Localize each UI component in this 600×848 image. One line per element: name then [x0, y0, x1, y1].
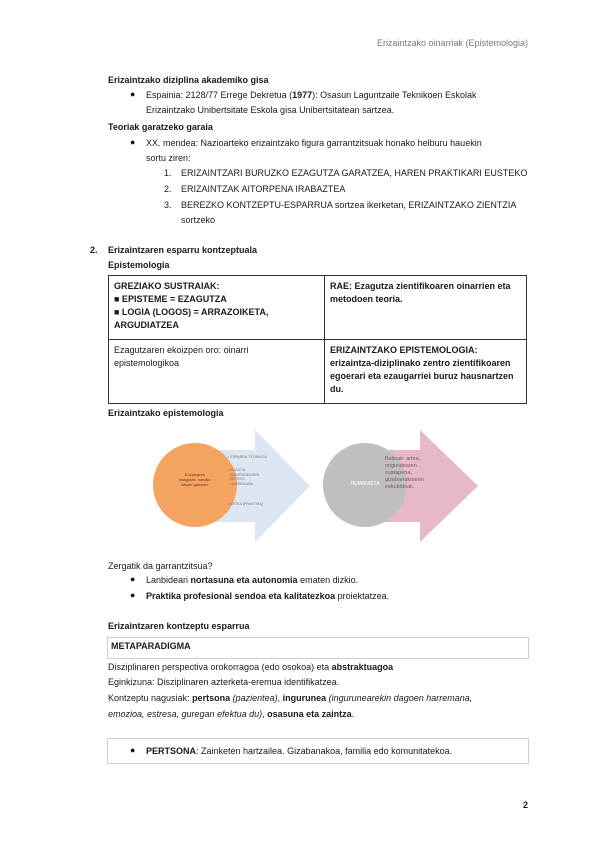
- why-bullet-2: Praktika profesional sendoa eta kalitatezkoa proiektatzea.: [146, 591, 390, 601]
- diagram-heading: Erizaintzako epistemologia: [108, 408, 224, 418]
- bullet-dot: ●: [130, 745, 136, 755]
- diagram-shapes: [150, 428, 480, 548]
- list-number: 1.: [164, 168, 172, 178]
- circle1-text: Erizainaren ezagutza, honako hauen gainean:: [179, 472, 211, 487]
- bullet-dot: ●: [130, 574, 136, 584]
- arrow1-item: • ARTEA (PRAKTIKA): [228, 502, 263, 506]
- theoretical-heading: Teoriak garatzeko garaia: [108, 122, 213, 132]
- section-title: Erizaintzaren esparru kontzeptuala: [108, 245, 258, 255]
- academic-bullet-line2: Erizaintzako Unibertsitate Eskola gisa Unibertsitatean sartzea.: [146, 105, 395, 115]
- table-cell: ERIZAINTZAKO EPISTEMOLOGIA: erizaintza-diziplinako zentro zientifikoaren egoerari eta ezaugarriei buruz hausnartzen du.: [325, 340, 527, 404]
- metaparadigm-box: [107, 637, 529, 659]
- page-header: Erizaintzako oinarriak (Epistemologia): [376, 38, 528, 48]
- why-question: Zergatik da garrantzitsua?: [108, 561, 213, 571]
- metaparadigm-title: METAPARADIGMA: [111, 641, 191, 651]
- list-item: ERIZAINTZAK AITORPENA IRABAZTEA: [181, 184, 346, 194]
- concept-line-4: emozioa, estresa, guregan efektua du), osasuna eta zaintza.: [108, 709, 355, 719]
- pertsona-box: [107, 738, 529, 764]
- theoretical-bullet-line1: XX. mendea: Nazioarteko erizaintzako figura garrantzitsuak honako helburu hauekin: [146, 138, 482, 148]
- list-number: 3.: [164, 200, 172, 210]
- academic-heading: Erizaintzako diziplina akademiko gisa: [108, 75, 269, 85]
- table-cell: RAE: Ezagutza zientifikoaren oinarrien eta metodoen teoria.: [325, 276, 527, 340]
- table-cell: Ezagutzaren ekoizpen oro: oinarri epistemologikoa: [109, 340, 325, 404]
- list-number: 2.: [164, 184, 172, 194]
- list-item: BEREZKO KONTZEPTU-ESPARRUA sortzea ikerketan, ERIZAINTZAKO ZIENTZIA: [181, 200, 517, 210]
- theoretical-bullet-line2: sortu ziren:: [146, 153, 191, 163]
- section-subtitle: Epistemologia: [108, 260, 170, 270]
- bullet-dot: ●: [130, 137, 136, 147]
- arrow1-item: • ESPARRU TEORIKOA: [228, 455, 267, 459]
- page-number: 2: [522, 800, 528, 810]
- circle2-text: HUMANISTA: [350, 481, 380, 487]
- concept-line-1: Disziplinaren perspectiva orokorragoa (edo osokoa) eta abstraktuagoa: [108, 662, 394, 672]
- concept-heading: Erizaintzaren kontzeptu esparrua: [108, 621, 250, 631]
- concept-line-2: Eginkizuna: Disziplinaren azterketa-eremua identifikatzea.: [108, 677, 340, 687]
- epistemology-diagram: [150, 428, 480, 548]
- epistemology-table: [108, 275, 527, 404]
- arrow1-item: • OZA ETA INGURUNEAREN ARTEKO HARREMANA: [228, 468, 260, 486]
- why-bullet-1: Lanbideari nortasuna eta autonomia ematen dizkio.: [146, 575, 359, 585]
- arrow2-text: Balioak: artea, ongizatearen sustapena, gizabanakoaren eskubideak.: [385, 456, 425, 490]
- pertsona-text: PERTSONA: Zainketen hartzailea. Gizabanakoa, familia edo komunitatekoa.: [146, 746, 453, 756]
- bullet-dot: ●: [130, 590, 136, 600]
- section-number: 2.: [90, 245, 98, 255]
- list-item-continuation: sortzeko: [181, 215, 216, 225]
- list-item: ERIZAINTZARI BURUZKO EZAGUTZA GARATZEA, HAREN PRAKTIKARI EUSTEKO: [181, 168, 528, 178]
- bullet-dot: ●: [130, 89, 136, 99]
- table-cell: GREZIAKO SUSTRAIAK: ■ EPISTEME = EZAGUTZA ■ LOGIA (LOGOS) = ARRAZOIKETA, ARGUDIATZEA: [109, 276, 325, 340]
- academic-bullet-line1: Espainia: 2128/77 Errege Dekretua (1977): Osasun Laguntzaile Teknikoen Eskolak: [146, 90, 477, 100]
- concept-line-3: Kontzeptu nagusiak: pertsona (pazientea), ingurunea (ingurunearekin dagoen harremana,: [108, 693, 473, 703]
